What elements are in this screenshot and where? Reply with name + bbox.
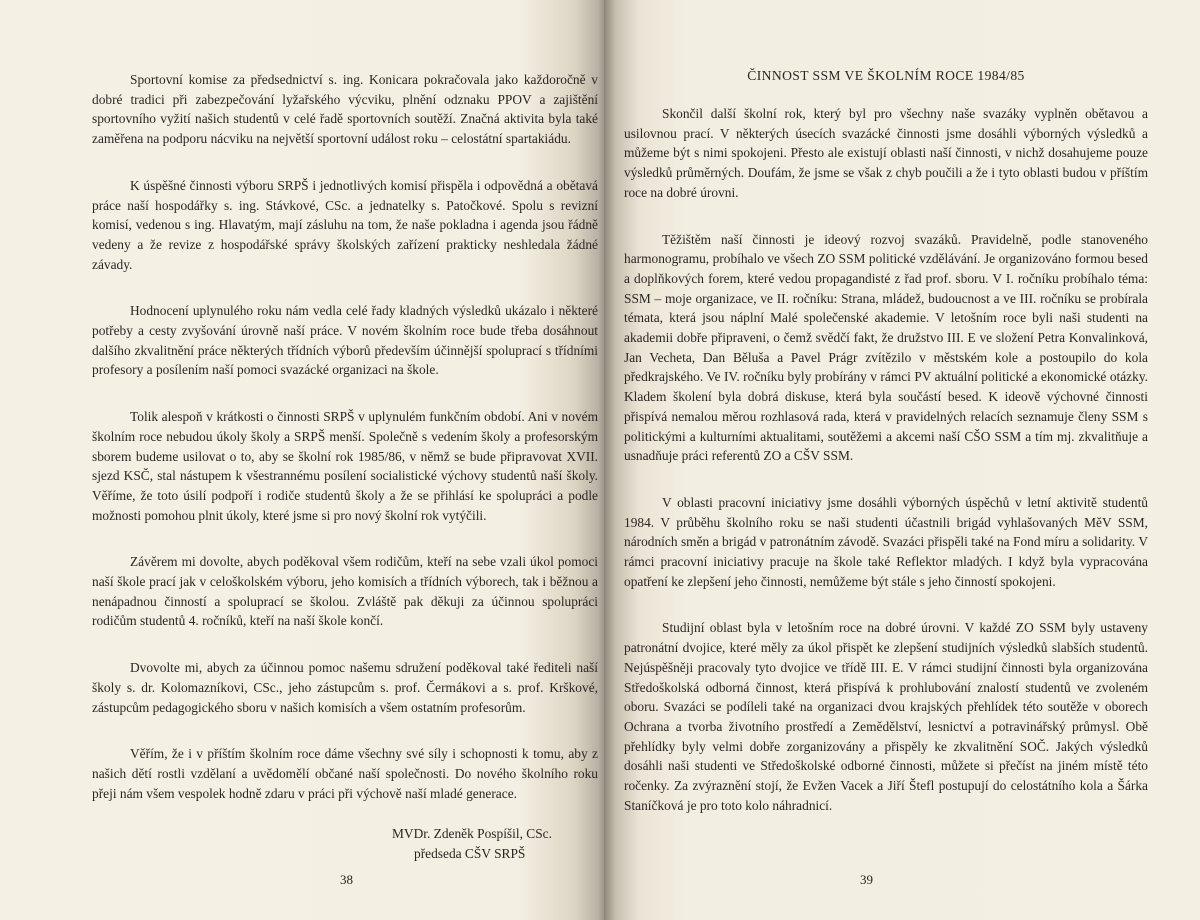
paragraph: Věřím, že i v příštím školním roce dáme všechny své síly i schopnosti k tomu, aby z našich dětí rostli vzdělaní a uvědomělí občané naší společnosti. Do nového školního roku přeji nám všem vespolek hodně zdaru v práci při výchově naší mladé generace. <box>92 746 598 801</box>
right-page <box>604 0 1200 920</box>
signature-name: MVDr. Zdeněk Pospíšil, CSc. <box>392 826 552 842</box>
paragraph: Studijní oblast byla v letošním roce na dobré úrovni. V každé ZO SSM byly ustaveny patronátní dvojice, které měly za úkol přispět ke zlepšení studijních výsledků slabších studentů. Nejúspěšněji pracovaly tyto dvojice ve třídě III. E. V rámci studijní činnosti byla organizována Středoškolská odborná činnost, která přispívá k prohlubování znalostí studentů ve zvoleném oboru. Svazáci se podíleli také na organizaci dvou krajských přehlídek této soutěže v oborech Ochrana a tvorba životního prostředí a Zemědělství, lesnictví a potravinářský průmysl. Obě přehlídky byly velmi dobře zorganizovány a přispěly ke zkvalitnění SOČ. Jakých výsledků dosáhli naši studenti ve Středoškolské odborné činnosti, můžete si přečíst na jiném místě této ročenky. Za zvýraznění stojí, že Evžen Vacek a Jiří Štefl postupují do celostátního kola a Šárka Staníčková je pro toto kolo náhradnicí. <box>624 620 1148 813</box>
signature-block <box>392 824 598 864</box>
paragraph: Hodnocení uplynulého roku nám vedla celé řady kladných výsledků ukázalo i některé potřeby a cesty zvyšování úrovně naší práce. V novém školním roce bude třeba dosáhnout dalšího zkvalitnění práce některých třídních výborů především účinnější spoluprací s třídními profesory a posílením naší pomoci svazácké organizaci na škole. <box>92 303 598 378</box>
paragraph: Skončil další školní rok, který byl pro všechny naše svazáky vyplněn obětavou a usilovnou prací. V některých úsecích svazácké činnosti jsme dosáhli výborných výsledků a můžeme být s nimi spokojeni. Přesto ale existují oblasti naší činnosti, v nichž dosahujeme pouze výsledků průměrných. Doufám, že jsme se však z chyb poučili a že i tyto oblasti budou v příštím roce na dobré úrovni. <box>624 106 1148 200</box>
paragraph: Závěrem mi dovolte, abych poděkoval všem rodičům, kteří na sebe vzali úkol pomoci naší škole prací jak v celoškolském výboru, jeho komisích a třídních výborech, tak i běžnou a nenápadnou činností a spoluprací se školou. Zvláště pak děkuji za účinnou spolupráci rodičům studentů 4. ročníků, kteří na naší škole končí. <box>92 554 598 629</box>
left-page-text <box>92 70 598 864</box>
paragraph: K úspěšné činnosti výboru SRPŠ i jednotlivých komisí přispěla i odpovědná a obětavá práce naší hospodářky s. ing. Stávkové, CSc. a jednatelky s. Patočkové. Spolu s revizní komisí, vedenou s ing. Hlavatým, mají zásluhu na tom, že naše pokladna i agenda jsou řádně vedeny a že revize z hospodářské správy školských zařízení prakticky neshledala žádné závady. <box>92 177 598 272</box>
paragraph: Dvovolte mi, abych za účinnou pomoc našemu sdružení poděkoval také řediteli naší školy s. dr. Kolomazníkovi, CSc., jeho zástupcům s. prof. Čermákovi a s. prof. Krškové, zástupcům pedagogického sboru v našich komisích a všem ostatním profesorům. <box>92 660 598 715</box>
page-number-left: 38 <box>340 872 353 887</box>
signature-title: předseda CŠV SRPŠ <box>414 846 526 862</box>
right-page-text <box>624 68 1148 843</box>
paragraph: Sportovní komise za předsednictví s. ing. Konicara pokračovala jako každoročně v dobré tradici při zabezpečování lyžařského výcviku, plnění odznaku PPOV a zajištění sportovního vyžití našich studentů v celé řadě sportovních soutěží. Značná aktivita byla také zaměřena na podporu nácviku na největší sportovní událost roku – celostátní spartakiádu. <box>92 72 598 147</box>
paragraph: V oblasti pracovní iniciativy jsme dosáhli výborných úspěchů v letní aktivitě studentů 1984. V průběhu školního roku se naši studenti účastnili brigád vyhlašovaných MěV SSM, národních směn a brigád v patronátním závodě. Svazáci přispěli také na Fond míru a solidarity. V rámci pracovní iniciativy pracuje na škole také Reflektor mladých. I když byla vypracována opatření ke zlepšení jeho činnosti, nemůžeme být stále s jeho činností spokojeni. <box>624 494 1148 589</box>
paragraph: Tolik alespoň v krátkosti o činnosti SRPŠ v uplynulém funkčním období. Ani v novém školním roce nebudou úkoly školy a SRPŠ menší. Společně s vedením školy a profesorským sborem budeme usilovat o to, aby se školní rok 1985/86, v němž se bude připravovat XVII. sjezd KSČ, stal nástupem k všestrannému posílení socialistické výchovy studentů naší školy. Věříme, že toto úsilí podpoří i rodiče studentů školy a že se přihlásí ke spolupráci a podle možnosti pomohou plnit úkoly, které jsme si pro nový školní rok vytýčili. <box>92 409 598 523</box>
section-heading: ČINNOST SSM VE ŠKOLNÍM ROCE 1984/85 <box>747 68 1025 83</box>
paragraph: Těžištěm naší činnosti je ideový rozvoj svazáků. Pravidelně, podle stanoveného harmonogramu, probíhalo ve všech ZO SSM politické vzdělávání. Je organizováno formou besed a doplňkových forem, které vedou propagandisté z řad prof. sboru. V I. ročníku probíhalo téma: SSM – moje organizace, ve II. ročníku: Strana, mládež, budoucnost a ve III. ročníku se probírala témata, která jsou náplní Malé společenské akademie. V letošním roce byli naši studenti na akademii dobře připraveni, o čemž svědčí fakt, že družstvo III. E ve složení Petra Konvalinková, Jan Vecheta, Dan Běluša a Pavel Prágr zvítězilo v městském kole a postoupilo do kola předkrajského. Ve IV. ročníku byly probírány v rámci PV aktuální politické a ekonomické otázky. Kladem školení byla dobrá diskuse, která byla součástí besed. K ideově výchovné činnosti přispívá nemalou měrou rozhlasová rada, která v pravidelných relacích seznamuje členy SSM s politickými a kulturními aktualitami, soutěžemi a akcemi naší CŠO SSM a tím mj. zkvalitňuje a usnadňuje práci referentů ZO a CŠV SSM. <box>624 231 1148 464</box>
page-number-right: 39 <box>860 872 873 887</box>
